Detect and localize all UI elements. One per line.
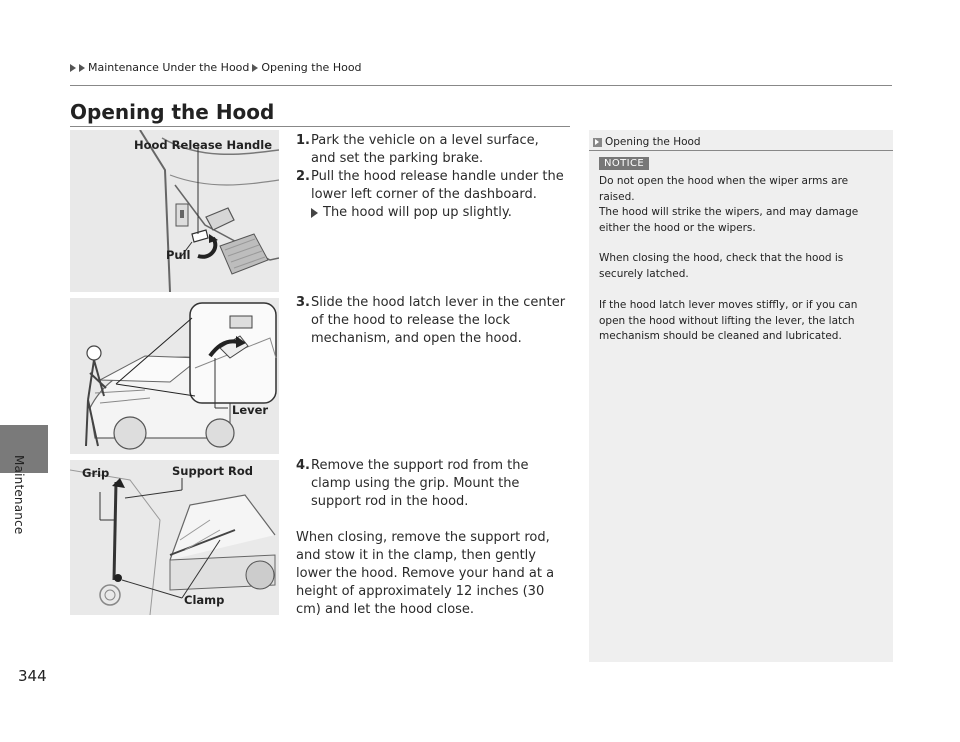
breadcrumb-arrow-icon	[252, 64, 258, 72]
step-text: Remove the support rod from the clamp using the grip. Mount the support rod in the hood.	[311, 458, 529, 509]
callout-clamp: Clamp	[184, 593, 225, 607]
breadcrumb-arrow-icon	[70, 64, 76, 72]
chapter-label: Maintenance	[12, 455, 26, 535]
reference-icon	[593, 138, 602, 147]
notes-heading-text: Opening the Hood	[605, 136, 701, 148]
callout-pull: Pull	[166, 248, 191, 262]
page-title: Opening the Hood	[70, 100, 275, 124]
hood-latch-illustration	[70, 298, 279, 454]
step-number: 3.	[296, 295, 310, 310]
callout-support-rod: Support Rod	[172, 464, 253, 478]
step-text: Park the vehicle on a level surface, and set the parking brake.	[311, 133, 539, 166]
step-3	[296, 294, 566, 348]
step-text: Pull the hood release handle under the lower left corner of the dashboard.	[311, 169, 564, 202]
steps-group-3	[296, 457, 566, 511]
step-text: Slide the hood latch lever in the center of the hood to release the lock mechanism, and open the hood.	[311, 295, 566, 346]
notes-heading	[593, 136, 701, 148]
notes-panel	[589, 130, 893, 662]
notice-text: Do not open the hood when the wiper arms are raised.	[599, 175, 849, 203]
support-rod-illustration	[70, 460, 279, 615]
breadcrumb-arrow-icon	[79, 64, 85, 72]
closing-paragraph: When closing, remove the support rod, and stow it in the clamp, then gently lower the hood. Remove your hand at a height of approximately 12 inches (30 cm) and let the hood close.	[296, 530, 555, 617]
step-result-text: The hood will pop up slightly.	[323, 205, 512, 220]
callout-grip: Grip	[82, 466, 110, 480]
title-divider	[70, 126, 570, 127]
step-4	[296, 457, 566, 511]
step-number: 1.	[296, 133, 310, 148]
steps-group-1	[296, 132, 566, 222]
callout-lever: Lever	[232, 403, 269, 417]
result-arrow-icon	[311, 208, 318, 218]
step-number: 2.	[296, 169, 310, 184]
notice-consequence-text: The hood will strike the wipers, and may damage either the hood or the wipers.	[599, 206, 859, 234]
step-2	[296, 168, 566, 204]
step-number: 4.	[296, 458, 310, 473]
breadcrumb-section[interactable]: Maintenance Under the Hood	[88, 61, 250, 74]
callout-hood-release-handle: Hood Release Handle	[134, 138, 273, 152]
breadcrumb-current: Opening the Hood	[261, 61, 362, 74]
hood-release-drawing	[70, 130, 279, 292]
closing-check-text: When closing the hood, check that the hood is securely latched.	[599, 252, 844, 280]
step-2-result	[296, 204, 566, 222]
support-rod-drawing	[70, 460, 279, 615]
hood-release-illustration	[70, 130, 279, 292]
step-1	[296, 132, 566, 168]
notes-divider	[589, 150, 893, 151]
page-number: 344	[18, 667, 47, 685]
hood-latch-drawing	[70, 298, 279, 454]
steps-group-2	[296, 294, 566, 348]
breadcrumb	[70, 61, 362, 74]
lubrication-text: If the hood latch lever moves stiffly, or if you can open the hood without lifting the lever, the latch mechanism should be cleaned and lubricated.	[599, 299, 858, 342]
header-divider	[70, 85, 892, 86]
notice-badge: NOTICE	[599, 157, 649, 170]
